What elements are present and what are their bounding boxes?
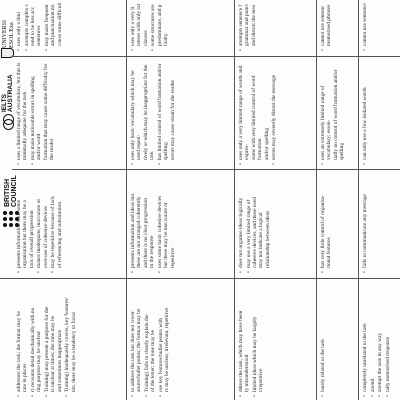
descriptor-list xyxy=(130,284,171,398)
descriptor-item: • some structures are predominate, and p faulty xyxy=(150,2,169,46)
descriptor-item: • ddress the task, which may have been ly misunderstood xyxy=(238,284,251,392)
descriptor-item: • cannot use sentenc memorised phrases xyxy=(320,2,333,46)
descriptor-item: • uses only a very limited range of words and expres- sions with very limited control of word formation and/or spelling xyxy=(238,62,270,160)
descriptor-item: • may be repetitive because of lack of referencing and substitution xyxy=(50,174,63,268)
descriptor-list xyxy=(16,284,77,398)
band-divider xyxy=(358,0,359,400)
descriptor-item: • Training) inadequately covers, key features/ nts; there may be a tendency to focus xyxy=(64,284,77,392)
descriptor-cell-grammar-3 xyxy=(238,2,313,52)
descriptor-item: • tally memorised response xyxy=(385,284,391,392)
descriptor-item: • limited ideas which may be largely t/repetitive xyxy=(252,284,265,392)
descriptor-item: • has very little control of organisa- tional features xyxy=(320,174,333,268)
descriptor-cell-lexical-2 xyxy=(130,62,231,166)
band-divider xyxy=(126,0,127,400)
descriptor-list xyxy=(238,284,265,398)
descriptor-cell-lexical-4 xyxy=(320,62,355,166)
descriptor-cell-lexical-5 xyxy=(362,62,399,166)
descriptor-item: • uses some basic cohesive devices but these may be inaccurate or repetitive xyxy=(157,174,176,268)
descriptor-list xyxy=(362,174,368,274)
descriptor-item: • presents information with some organisation but there may be a lack of overall progression xyxy=(16,174,35,268)
descriptor-cell-left-5 xyxy=(362,284,399,398)
band-divider xyxy=(316,0,317,400)
descriptor-item: • completely unrelated to the task xyxy=(362,284,368,392)
ielts-australia-logo xyxy=(1,74,15,130)
descriptor-cell-coherence-2 xyxy=(130,174,231,274)
descriptor-list xyxy=(238,174,271,274)
descriptor-cell-grammar-5 xyxy=(362,2,399,52)
descriptor-list xyxy=(238,2,257,52)
descriptor-list xyxy=(320,174,333,274)
descriptor-cell-left-3 xyxy=(238,284,313,398)
descriptor-item: • uses only a limi xyxy=(16,2,22,46)
descriptor-item: • may make frequent and punctuation mi cause some difficult xyxy=(44,2,63,46)
descriptor-item: • addresses the task; the format may be rate in places xyxy=(16,284,29,392)
column-divider xyxy=(0,278,400,279)
descriptor-item: • makes inadequate, inaccurate or over-use of cohesive devices xyxy=(36,174,49,268)
descriptor-item: • uses a limited range of vocabulary, but this is minimally adequate for the task xyxy=(16,62,29,160)
descriptor-cell-grammar-4 xyxy=(320,2,355,52)
descriptor-cell-coherence-3 xyxy=(238,174,313,274)
university-line1: UNIVERSI xyxy=(2,20,8,48)
descriptor-item: • errors may severely distort the message xyxy=(271,62,277,160)
descriptor-item: • attend xyxy=(370,284,376,392)
descriptor-list xyxy=(16,62,56,166)
descriptor-list xyxy=(16,2,63,52)
descriptor-item: • may make noticeable errors in spelling and/or word formation that may cause some difficulty for the reader xyxy=(30,62,56,160)
british-council-line1: BRITISH xyxy=(4,179,11,207)
descriptor-list xyxy=(130,62,176,166)
descriptor-item: • presents information and ideas but these are not arranged coherently and there is no clear progression in the response xyxy=(130,174,156,268)
descriptor-item: • r) recounts detail mechanically with no ting purpose may be unclear xyxy=(30,284,43,392)
descriptor-item: • fails to communicate any message xyxy=(362,174,368,268)
descriptor-item: • Training) fails to clearly explain the of the letter; the tone may be xyxy=(144,284,157,392)
column-divider xyxy=(12,56,400,57)
descriptor-list xyxy=(130,2,170,52)
descriptor-cell-coherence-5 xyxy=(362,174,399,274)
descriptor-item: • has limited control of word formation and/or spelling; errors may cause strain for the reader xyxy=(157,62,176,160)
descriptor-list xyxy=(320,62,346,166)
british-council-line2: COUNCIL xyxy=(11,175,18,207)
descriptor-cell-left-2 xyxy=(130,284,231,398)
descriptor-item: • attempts sentence f grammar and punct and distort the mea xyxy=(238,2,257,46)
band-divider xyxy=(234,0,235,400)
descriptor-list xyxy=(362,284,391,398)
descriptor-list xyxy=(362,2,368,52)
descriptor-item: • may use a very limited range of cohesive devices, and those used may not indicate a logical relationship between ideas xyxy=(246,174,272,268)
descriptor-list xyxy=(238,62,278,166)
ielts-line2: AUSTRALIA xyxy=(7,74,14,112)
descriptor-item: • ose key features/bullet points with rs may be unclear, irrelevant, repetitive xyxy=(158,284,171,392)
descriptor-item: • to address the task but does not cover atures/bullet points; the format may be xyxy=(130,284,143,392)
descriptor-item: • attempt the task in any way xyxy=(377,284,383,392)
descriptor-cell-coherence-1 xyxy=(16,174,123,274)
descriptor-cell-left-1 xyxy=(16,284,123,398)
descriptor-list xyxy=(16,174,63,274)
descriptor-item: • uses only basic vocabulary which may be used repeti- tively or which may be inappropriate for the task xyxy=(130,62,156,160)
column-divider xyxy=(12,169,400,170)
descriptor-item: • uses only a very li tenses with only rar clauses xyxy=(130,2,149,46)
descriptor-item: • does not organise ideas logically xyxy=(238,174,244,268)
descriptor-cell-coherence-4 xyxy=(320,174,355,274)
descriptor-cell-grammar-1 xyxy=(16,2,123,52)
descriptor-item: • Training) may present a purpose for the is unclear at times; the tone may be and sometimes inappropriate xyxy=(44,284,63,392)
descriptor-item: • cannot use sentence xyxy=(362,2,368,46)
descriptor-item: • barely related to the task xyxy=(320,284,326,392)
descriptor-list xyxy=(130,174,176,274)
descriptor-cell-lexical-1 xyxy=(16,62,123,166)
ielts-rings-icon xyxy=(1,114,15,130)
descriptor-list xyxy=(362,62,368,166)
ielts-line1: IELTS xyxy=(0,94,8,112)
descriptor-item: • attempts complex s tend to be less acc sentences xyxy=(24,2,43,46)
descriptor-cell-left-4 xyxy=(320,284,355,398)
descriptor-cell-lexical-3 xyxy=(238,62,313,166)
descriptor-list xyxy=(320,284,326,398)
descriptor-cell-grammar-2 xyxy=(130,2,231,52)
descriptor-list xyxy=(320,2,333,52)
descriptor-item: • can only use a few isolated words xyxy=(362,62,368,160)
descriptor-item: • uses an extremely limited range of vocabulary; essen- tially no control of word formation and/or spelling xyxy=(320,62,346,160)
university-line2: ESOL Exa xyxy=(9,22,15,48)
